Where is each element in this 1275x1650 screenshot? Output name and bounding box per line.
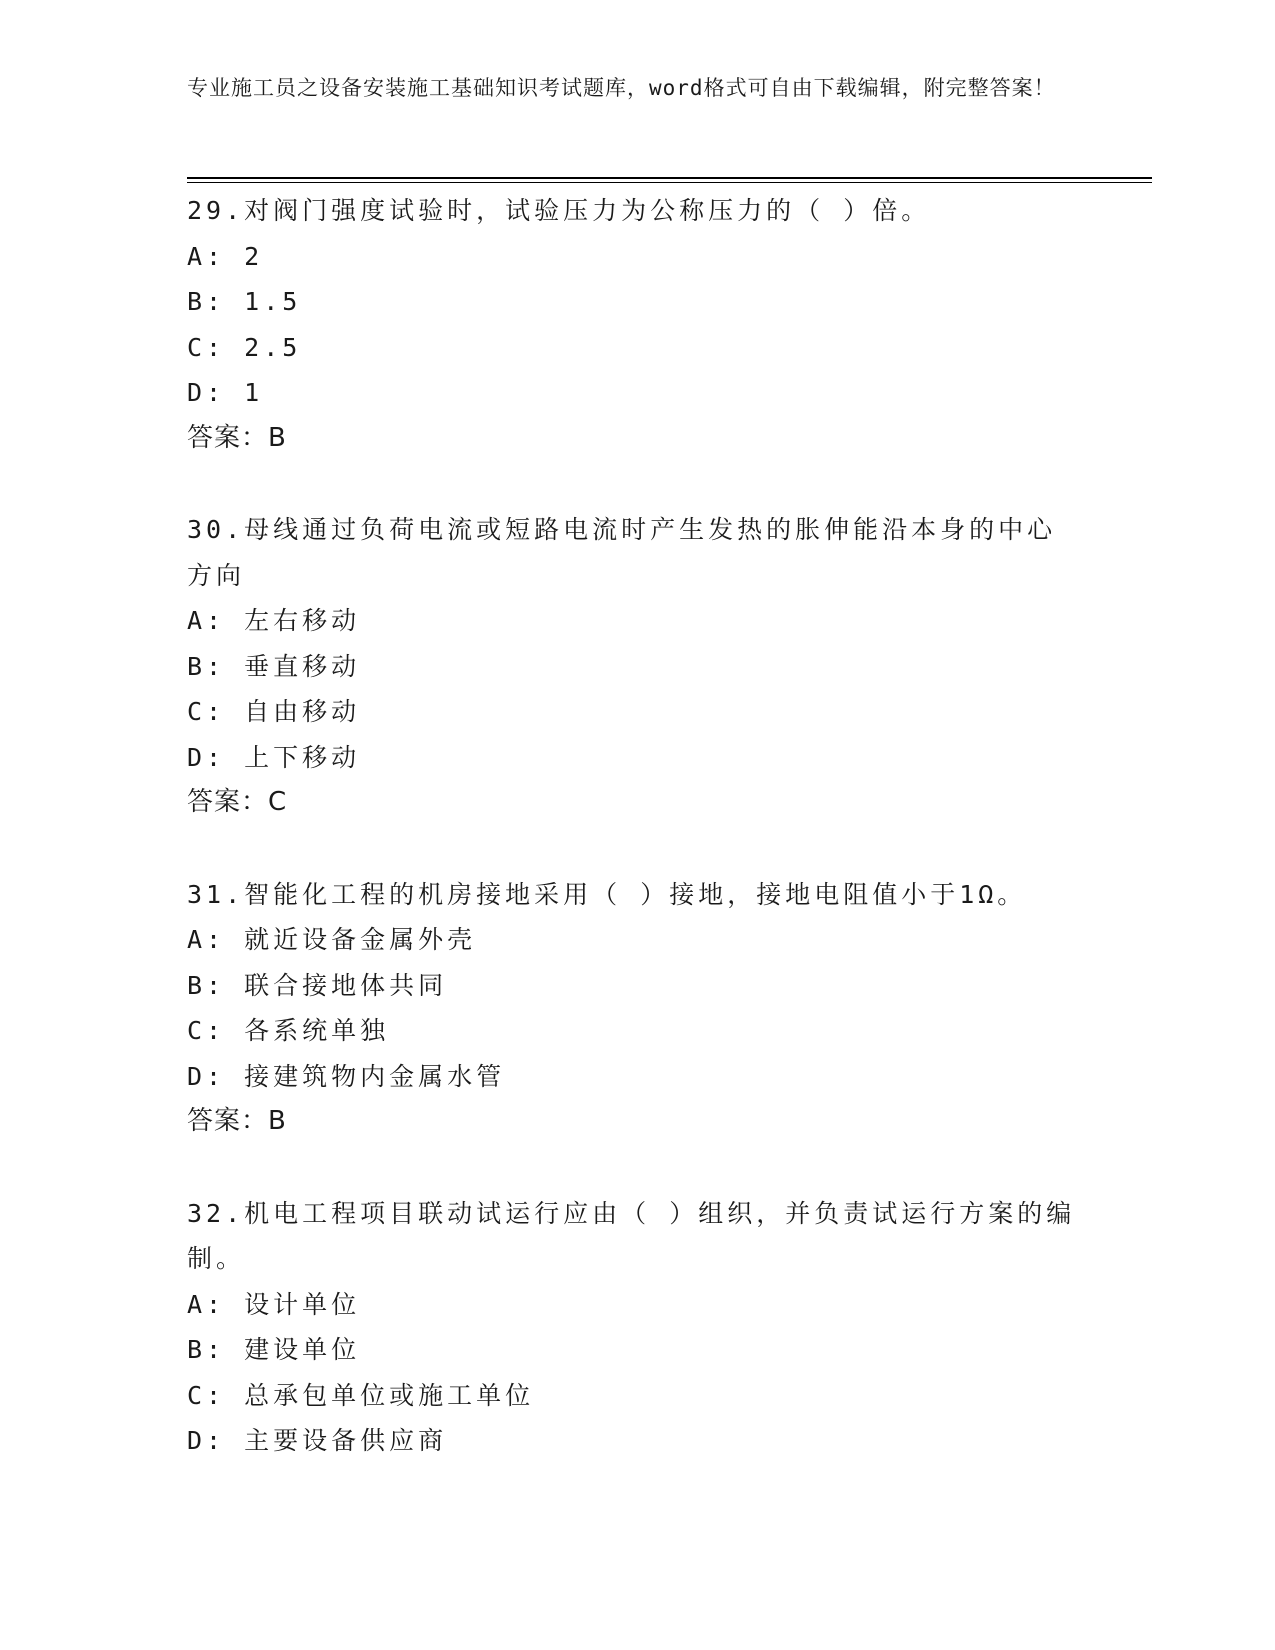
header-divider-thick [187,177,1152,179]
question-29 [187,188,1077,461]
answer-line: 答案：B [187,1106,287,1136]
header-divider-thin [187,182,1152,183]
option-a: A: 设计单位 [187,1289,361,1319]
option-d: D: 上下移动 [187,742,361,772]
question-31 [187,872,1077,1145]
option-c: C: 自由移动 [187,697,361,726]
option-b: B: 1.5 [187,287,302,316]
option-b: B: 垂直移动 [187,651,361,681]
option-b: B: 联合接地体共同 [187,970,448,1000]
question-stem: 30.母线通过负荷电流或短路电流时产生发热的胀伸能沿本身的中心方向 [187,515,1057,590]
option-a: A: 左右移动 [187,606,361,635]
option-c: C: 总承包单位或施工单位 [187,1380,535,1410]
document-header: 专业施工员之设备安装施工基础知识考试题库，word格式可自由下载编辑，附完整答案！ [187,76,1056,100]
question-32 [187,1191,1077,1464]
option-a: A: 2 [187,241,264,271]
answer-line: 答案：B [187,422,287,453]
question-30 [187,507,1077,826]
option-d: D: 接建筑物内金属水管 [187,1061,506,1091]
answer-line: 答案：C [187,787,288,817]
option-d: D: 主要设备供应商 [187,1426,448,1455]
option-d: D: 1 [187,378,264,407]
option-c: C: 2.5 [187,332,302,362]
question-stem: 31.智能化工程的机房接地采用（ ）接地，接地电阻值小于1Ω。 [187,879,1027,909]
option-b: B: 建设单位 [187,1335,361,1364]
question-stem: 32.机电工程项目联动试运行应由（ ）组织，并负责试运行方案的编制。 [187,1198,1076,1273]
option-c: C: 各系统单独 [187,1016,390,1045]
question-list [187,188,1077,1464]
option-a: A: 就近设备金属外壳 [187,925,477,954]
question-stem: 29.对阀门强度试验时，试验压力为公称压力的（ ）倍。 [187,196,931,225]
